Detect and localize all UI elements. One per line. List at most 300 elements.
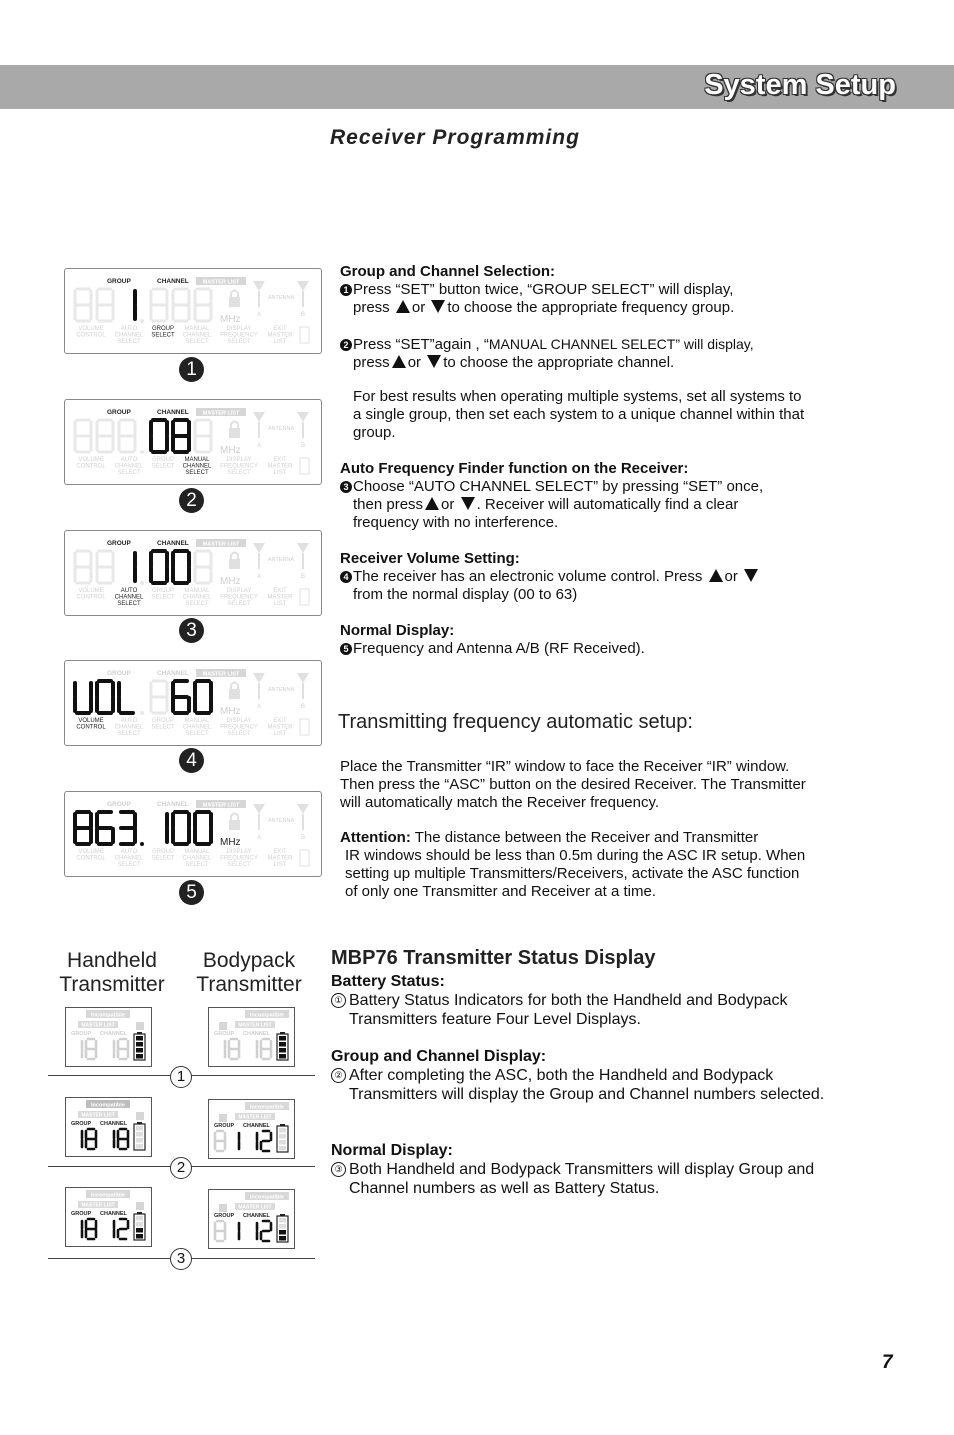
lcd-digit-6 [195,681,211,713]
lcd-a-label: A [256,443,262,449]
lcd-volume-control-label: CONTROL [76,855,106,862]
tx-master-list-label: MASTER LIST [238,1204,272,1211]
tx-group-label: GROUP [71,1031,92,1037]
lcd-manual-channel-select-label: SELECT [185,470,209,476]
lcd-digit-6 [195,812,211,844]
lcd-manual-channel-select-label: SELECT [185,862,209,868]
lock-icon [229,559,240,569]
lcd-mhz-label: MHz [220,576,241,587]
battery-bar-3 [136,1132,143,1137]
battery-bar-4 [136,1216,143,1221]
step-marker-4: 4 [179,748,204,773]
normal-status-line2: Channel numbers as well as Battery Status. [349,1180,660,1197]
battery-bar-2 [136,1228,143,1233]
step2-line2: press or to choose the appropriate channel. [353,354,675,371]
lcd-exit-master-list-label: MASTER [267,724,293,731]
lcd-display-frequency-select-label: SELECT [227,470,251,476]
lcd-digit-4 [151,551,167,583]
tx-digit-4 [118,1039,128,1059]
tx-group-label: GROUP [214,1031,235,1037]
lcd-group-select-label: GROUP [151,457,175,463]
incompatible-label: Incompatible [91,1192,125,1199]
tx-master-list-label: MASTER LIST [238,1114,272,1121]
circle-3-icon: ③ [331,1162,346,1177]
attention-line4: of only one Transmitter and Receiver at a time. [345,883,656,900]
lcd-exit-master-list-label: MASTER [267,463,293,470]
receiver-lcd-panel-2 [64,399,322,485]
lcd-decimal-point [140,711,144,715]
lcd-manual-channel-select-label: SELECT [185,731,209,737]
lcd-decimal-point [140,842,144,846]
lcd-auto-channel-select-label: AUTO [120,326,138,332]
tx-digit-4 [261,1039,271,1059]
battery-bar-1 [136,1234,143,1239]
lcd-volume-control-label: VOLUME [78,457,104,463]
group-line1: ② After completing the ASC, both the Handheld and Bodypack [331,1066,871,1085]
lcd-display-frequency-select-label: DISPLAY [226,849,252,855]
lcd-digit-3 [121,812,135,844]
note-line2: a single group, then set each system to a unique channel within that [353,406,805,423]
lcd-group-select-label: SELECT [151,855,175,862]
battery-bar-2 [279,1140,286,1145]
battery-line2: Transmitters feature Four Level Displays. [349,1011,641,1028]
transmitting-section [340,758,870,901]
battery-bar-1 [279,1054,286,1059]
lcd-manual-channel-select-label: MANUAL [184,457,210,463]
lcd-master-list-label: MASTER LIST [202,279,240,286]
tx-digit-1 [215,1221,225,1241]
lcd-exit-master-list-label: LIST [273,470,287,476]
lcd-manual-channel-select-label: CHANNEL [182,463,212,470]
lcd-display-frequency-select-label: DISPLAY [226,588,252,594]
receiver-lcd-panel-1 [64,268,322,354]
status-display-title: MBP76 Transmitter Status Display [331,947,656,969]
lcd-digit-bg-2 [97,551,113,583]
handheld-transmitter-label: Handheld Transmitter [59,949,165,996]
tx-channel-label: CHANNEL [243,1031,270,1037]
antenna-b-icon [297,281,309,291]
lcd-display-frequency-select-label: SELECT [227,339,251,345]
receiver-lcd-panel-3 [64,530,322,616]
lcd-master-list-label: MASTER LIST [202,802,240,809]
lock-shackle [231,814,238,821]
volume-section [340,550,860,604]
lcd-digit-bg-1 [75,289,91,321]
volume-heading: Receiver Volume Setting: [340,550,520,567]
lcd-digit-bg-2 [97,289,113,321]
lcd-antenna-label: ANTENNA [267,295,295,301]
tx-digit-4 [118,1219,128,1239]
lcd-channel-label: CHANNEL [157,409,189,416]
lcd-group-select-label: SELECT [151,594,175,601]
lcd-volume-control-label: VOLUME [78,588,104,594]
attention-line1: Attention: The distance between the Receiver and Transmitter [340,829,759,846]
lcd-exit-master-list-label: MASTER [267,855,293,862]
normal-status-heading: Normal Display: [331,1142,453,1159]
lcd-auto-channel-select-label: CHANNEL [114,332,144,339]
lcd-exit-master-list-label: EXIT [273,588,287,594]
battery-bar-3 [279,1134,286,1139]
lcd-auto-channel-select-label: SELECT [117,601,141,607]
transmitting-line2: Then press the “ASC” button on the desired Receiver. The Transmitter [340,776,806,793]
transmitting-heading: Transmitting frequency automatic setup: [338,711,693,733]
lcd-display-frequency-select-label: SELECT [227,731,251,737]
lcd-auto-channel-select-label: AUTO [120,849,138,855]
lock-icon [229,689,240,699]
lcd-digit-1 [75,683,91,713]
tx-group-label: GROUP [71,1211,92,1217]
lcd-manual-channel-select-label: MANUAL [184,588,210,594]
step1-line1: 1 Press “SET” button twice, “GROUP SELECT” will display, [340,281,860,299]
lcd-master-list-label: MASTER LIST [202,671,240,678]
lcd-display-frequency-select-label: DISPLAY [226,718,252,724]
lcd-channel-label: CHANNEL [157,278,189,285]
tx-lock-icon [219,1114,227,1122]
lcd-group-select-label: GROUP [151,588,175,594]
battery-bar-4 [279,1218,286,1223]
lcd-display-frequency-select-label: FREQUENCY [220,724,258,731]
step1-line2: press or to choose the appropriate frequency group. [353,299,735,316]
group-line2: Transmitters will display the Group and Channel numbers selected. [349,1086,825,1103]
tx-master-list-label: MASTER LIST [238,1022,272,1029]
lcd-group-select-label: SELECT [151,724,175,731]
lcd-group-label: GROUP [107,670,131,677]
step-bullet-4-icon: 4 [340,571,352,583]
tx-digit-4 [261,1221,271,1241]
volume-line1: 4 The receiver has an electronic volume control. Press or [340,568,860,586]
normal-display-line1: 5 Frequency and Antenna A/B (RF Received). [340,640,860,658]
tx-group-label: GROUP [214,1213,235,1219]
lcd-auto-channel-select-label: SELECT [117,731,141,737]
lcd-digit-2 [97,681,113,713]
lock-icon [229,297,240,307]
lcd-a-label: A [256,704,262,710]
lcd-b-label: B [300,312,306,318]
battery-bar-3 [279,1224,286,1229]
antenna-a-icon [253,281,265,291]
auto-frequency-heading: Auto Frequency Finder function on the Receiver: [340,460,689,477]
incompatible-label: Incompatible [91,1012,125,1019]
antenna-a-icon [253,673,265,683]
lcd-manual-channel-select-label: CHANNEL [182,594,212,601]
lcd-manual-channel-select-label: CHANNEL [182,332,212,339]
lcd-antenna-label: ANTENNA [267,557,295,563]
step2-line1: 2 Press “SET”again , “MANUAL CHANNEL SELECT” will display, [340,335,860,354]
up-arrow-icon [396,300,410,313]
lcd-group-label: GROUP [107,409,131,416]
lcd-b-label: B [300,835,306,841]
lock-shackle [231,683,238,690]
lcd-channel-label: CHANNEL [157,801,189,808]
lcd-manual-channel-select-label: MANUAL [184,849,210,855]
incompatible-label: Incompatible [250,1194,284,1201]
lcd-exit-master-list-label: MASTER [267,332,293,339]
antenna-a-icon [253,412,265,422]
step-marker-3: 3 [179,618,204,643]
lcd-mhz-label: MHz [220,706,241,717]
lcd-auto-channel-select-label: SELECT [117,339,141,345]
lcd-digit-bg-6 [195,551,211,583]
exit-icon [300,327,309,343]
section-subtitle: Receiver Programming [330,126,580,149]
lcd-digit-3 [119,683,133,713]
battery-bar-4 [279,1036,286,1041]
up-arrow-icon [709,569,723,582]
battery-bar-1 [279,1236,286,1241]
lcd-channel-label: CHANNEL [157,670,189,677]
normal-display-section [340,622,860,658]
tx-lock-icon [136,1022,144,1030]
bodypack-transmitter-label: Bodypack Transmitter [196,949,302,996]
lcd-auto-channel-select-label: CHANNEL [114,463,144,470]
antenna-a-icon [253,804,265,814]
lcd-a-label: A [256,574,262,580]
step-marker-2: 2 [179,488,204,513]
lcd-group-label: GROUP [107,540,131,547]
header-banner [0,65,954,109]
lcd-exit-master-list-label: MASTER [267,594,293,601]
lcd-auto-channel-select-label: CHANNEL [114,855,144,862]
lcd-exit-master-list-label: EXIT [273,718,287,724]
lcd-b-label: B [300,574,306,580]
step-bullet-5-icon: 5 [340,643,352,655]
lcd-a-label: A [256,312,262,318]
lcd-digit-bg-1 [75,551,91,583]
lcd-b-label: B [300,704,306,710]
battery-heading: Battery Status: [331,973,445,990]
lcd-antenna-label: ANTENNA [267,426,295,432]
row-marker-1: 1 [170,1066,192,1088]
lcd-antenna-label: ANTENNA [267,818,295,824]
lcd-digit-5 [173,681,189,713]
lcd-manual-channel-select-label: MANUAL [184,326,210,332]
tx-lock-icon [219,1022,227,1030]
lock-shackle [231,291,238,298]
incompatible-label: Incompatible [250,1012,284,1019]
lcd-volume-control-label: CONTROL [76,463,106,470]
tx-lock-icon [219,1204,227,1212]
lcd-exit-master-list-label: LIST [273,731,287,737]
step-marker-5: 5 [179,880,204,905]
lock-shackle [231,422,238,429]
battery-bar-2 [279,1048,286,1053]
lock-icon [229,820,240,830]
lcd-auto-channel-select-label: CHANNEL [114,594,144,601]
tx-digit-2 [86,1219,96,1239]
lcd-group-label: GROUP [107,278,131,285]
antenna-b-icon [297,804,309,814]
lcd-auto-channel-select-label: AUTO [120,457,138,463]
tx-group-label: GROUP [214,1123,235,1129]
battery-bar-3 [136,1222,143,1227]
antenna-b-icon [297,543,309,553]
lcd-digit-5 [173,551,189,583]
lcd-volume-control-label: VOLUME [78,849,104,855]
lcd-group-select-label: GROUP [151,718,175,724]
down-arrow-icon [744,569,758,582]
tx-digit-4 [118,1129,128,1149]
step-marker-1: 1 [179,357,204,382]
lcd-decimal-point [140,581,144,585]
tx-master-list-label: MASTER LIST [81,1022,115,1029]
battery-bar-2 [136,1048,143,1053]
step-bullet-1-icon: 1 [340,284,352,296]
incompatible-label: Incompatible [250,1104,284,1111]
lcd-channel-label: CHANNEL [157,540,189,547]
page-title: System Setup [704,69,896,101]
lcd-exit-master-list-label: LIST [273,601,287,607]
lcd-digit-bg-3 [119,420,135,452]
circle-2-icon: ② [331,1068,346,1083]
lcd-exit-master-list-label: LIST [273,862,287,868]
antenna-b-icon [297,673,309,683]
lcd-group-label: GROUP [107,801,131,808]
lcd-digit-bg-6 [195,289,211,321]
lcd-digit-bg-4 [151,289,167,321]
down-arrow-icon [427,355,441,368]
lcd-group-select-label: SELECT [151,463,175,470]
lcd-b-label: B [300,443,306,449]
bodypack-display-1 [208,1007,295,1067]
handheld-display-1 [65,1007,152,1067]
tx-digit-2 [229,1039,239,1059]
battery-bar-1 [136,1054,143,1059]
battery-bar-2 [279,1230,286,1235]
tx-lock-icon [136,1202,144,1210]
lcd-volume-control-label: CONTROL [76,594,106,601]
lcd-a-label: A [256,835,262,841]
volume-line2: from the normal display (00 to 63) [353,586,578,603]
lcd-digit-1 [75,812,91,844]
lcd-digit-bg-1 [75,420,91,452]
tx-digit-4 [261,1131,271,1151]
lcd-exit-master-list-label: LIST [273,339,287,345]
lcd-digit-bg-2 [97,420,113,452]
lcd-antenna-label: ANTENNA [267,687,295,693]
battery-bar-1 [279,1146,286,1151]
normal-display-heading: Normal Display: [340,622,455,639]
auto-line1: 3 Choose “AUTO CHANNEL SELECT” by pressing “SET” once, [340,478,860,496]
bodypack-display-3 [208,1189,295,1249]
lcd-digit-2 [97,812,113,844]
tx-digit-2 [86,1039,96,1059]
lcd-auto-channel-select-label: CHANNEL [114,724,144,731]
lcd-decimal-point [140,319,144,323]
lcd-master-list-label: MASTER LIST [202,410,240,417]
handheld-display-3 [65,1187,152,1247]
transmitting-line3: will automatically match the Receiver frequency. [340,794,660,811]
lcd-group-select-label: SELECT [151,332,175,339]
lcd-digit-bg-6 [195,420,211,452]
row-marker-2: 2 [170,1157,192,1179]
transmitting-line1: Place the Transmitter “IR” window to face the Receiver “IR” window. [340,758,790,775]
step-bullet-2-icon: 2 [340,339,352,351]
auto-line2: then press or . Receiver will automatically find a clear [353,496,739,513]
lcd-digit-5 [173,420,189,452]
tx-channel-label: CHANNEL [100,1121,127,1127]
exit-icon [300,458,309,474]
battery-bar-4 [279,1128,286,1133]
lcd-display-frequency-select-label: DISPLAY [226,457,252,463]
tx-master-list-label: MASTER LIST [81,1202,115,1209]
exit-icon [300,850,309,866]
note-line1: For best results when operating multiple systems, set all systems to [353,388,802,405]
lcd-master-list-label: MASTER LIST [202,541,240,548]
lcd-display-frequency-select-label: FREQUENCY [220,594,258,601]
lcd-group-select-label: GROUP [151,849,175,855]
tx-lock-icon [136,1112,144,1120]
lcd-display-frequency-select-label: SELECT [227,601,251,607]
antenna-a-icon [253,543,265,553]
battery-bar-3 [136,1042,143,1047]
row-marker-3: 3 [170,1248,192,1270]
receiver-lcd-panel-4 [64,660,322,746]
normal-status-line1: ③ Both Handheld and Bodypack Transmitters will display Group and [331,1160,871,1179]
lock-icon [229,428,240,438]
lcd-volume-control-label: VOLUME [78,718,104,724]
up-arrow-icon [392,355,406,368]
bodypack-display-2 [208,1099,295,1159]
tx-digit-1 [215,1131,225,1151]
battery-bar-3 [279,1042,286,1047]
exit-icon [300,589,309,605]
lcd-group-select-label: GROUP [151,326,175,332]
lcd-exit-master-list-label: EXIT [273,326,287,332]
lcd-volume-control-label: VOLUME [78,326,104,332]
attention-line3: setting up multiple Transmitters/Receivers, activate the ASC function [345,865,800,882]
tx-channel-label: CHANNEL [100,1031,127,1037]
lcd-digit-bg-4 [151,681,167,713]
group-display-heading: Group and Channel Display: [331,1048,547,1065]
note-line3: group. [353,424,396,441]
incompatible-label: Incompatible [91,1102,125,1109]
lcd-digit-bg-5 [173,289,189,321]
tx-channel-label: CHANNEL [243,1213,270,1219]
lcd-display-frequency-select-label: DISPLAY [226,326,252,332]
lcd-decimal-point [140,450,144,454]
tx-channel-label: CHANNEL [100,1211,127,1217]
lcd-exit-master-list-label: EXIT [273,457,287,463]
lcd-manual-channel-select-label: SELECT [185,601,209,607]
lcd-manual-channel-select-label: CHANNEL [182,724,212,731]
attention-line2: IR windows should be less than 0.5m during the ASC IR setup. When [345,847,806,864]
group-channel-heading: Group and Channel Selection: [340,263,556,280]
tx-group-label: GROUP [71,1121,92,1127]
tx-channel-label: CHANNEL [243,1123,270,1129]
lcd-digit-5 [173,812,189,844]
battery-line1: ① Battery Status Indicators for both the Handheld and Bodypack [331,991,871,1010]
page-number: 7 [882,1352,893,1373]
lcd-mhz-label: MHz [220,314,241,325]
lcd-manual-channel-select-label: CHANNEL [182,855,212,862]
lcd-auto-channel-select-label: AUTO [120,588,138,594]
lcd-volume-control-label: CONTROL [76,332,106,339]
receiver-lcd-panel-5 [64,791,322,877]
lcd-exit-master-list-label: EXIT [273,849,287,855]
lcd-auto-channel-select-label: AUTO [120,718,138,724]
lcd-mhz-label: MHz [220,837,241,848]
auto-frequency-section [340,460,860,532]
lcd-manual-channel-select-label: SELECT [185,339,209,345]
lcd-manual-channel-select-label: MANUAL [184,718,210,724]
lcd-digit-4 [151,420,167,452]
step-bullet-3-icon: 3 [340,481,352,493]
lcd-volume-control-label: CONTROL [76,724,106,731]
lcd-auto-channel-select-label: SELECT [117,862,141,868]
battery-bar-2 [136,1138,143,1143]
auto-line3: frequency with no interference. [353,514,559,531]
tx-master-list-label: MASTER LIST [81,1112,115,1119]
